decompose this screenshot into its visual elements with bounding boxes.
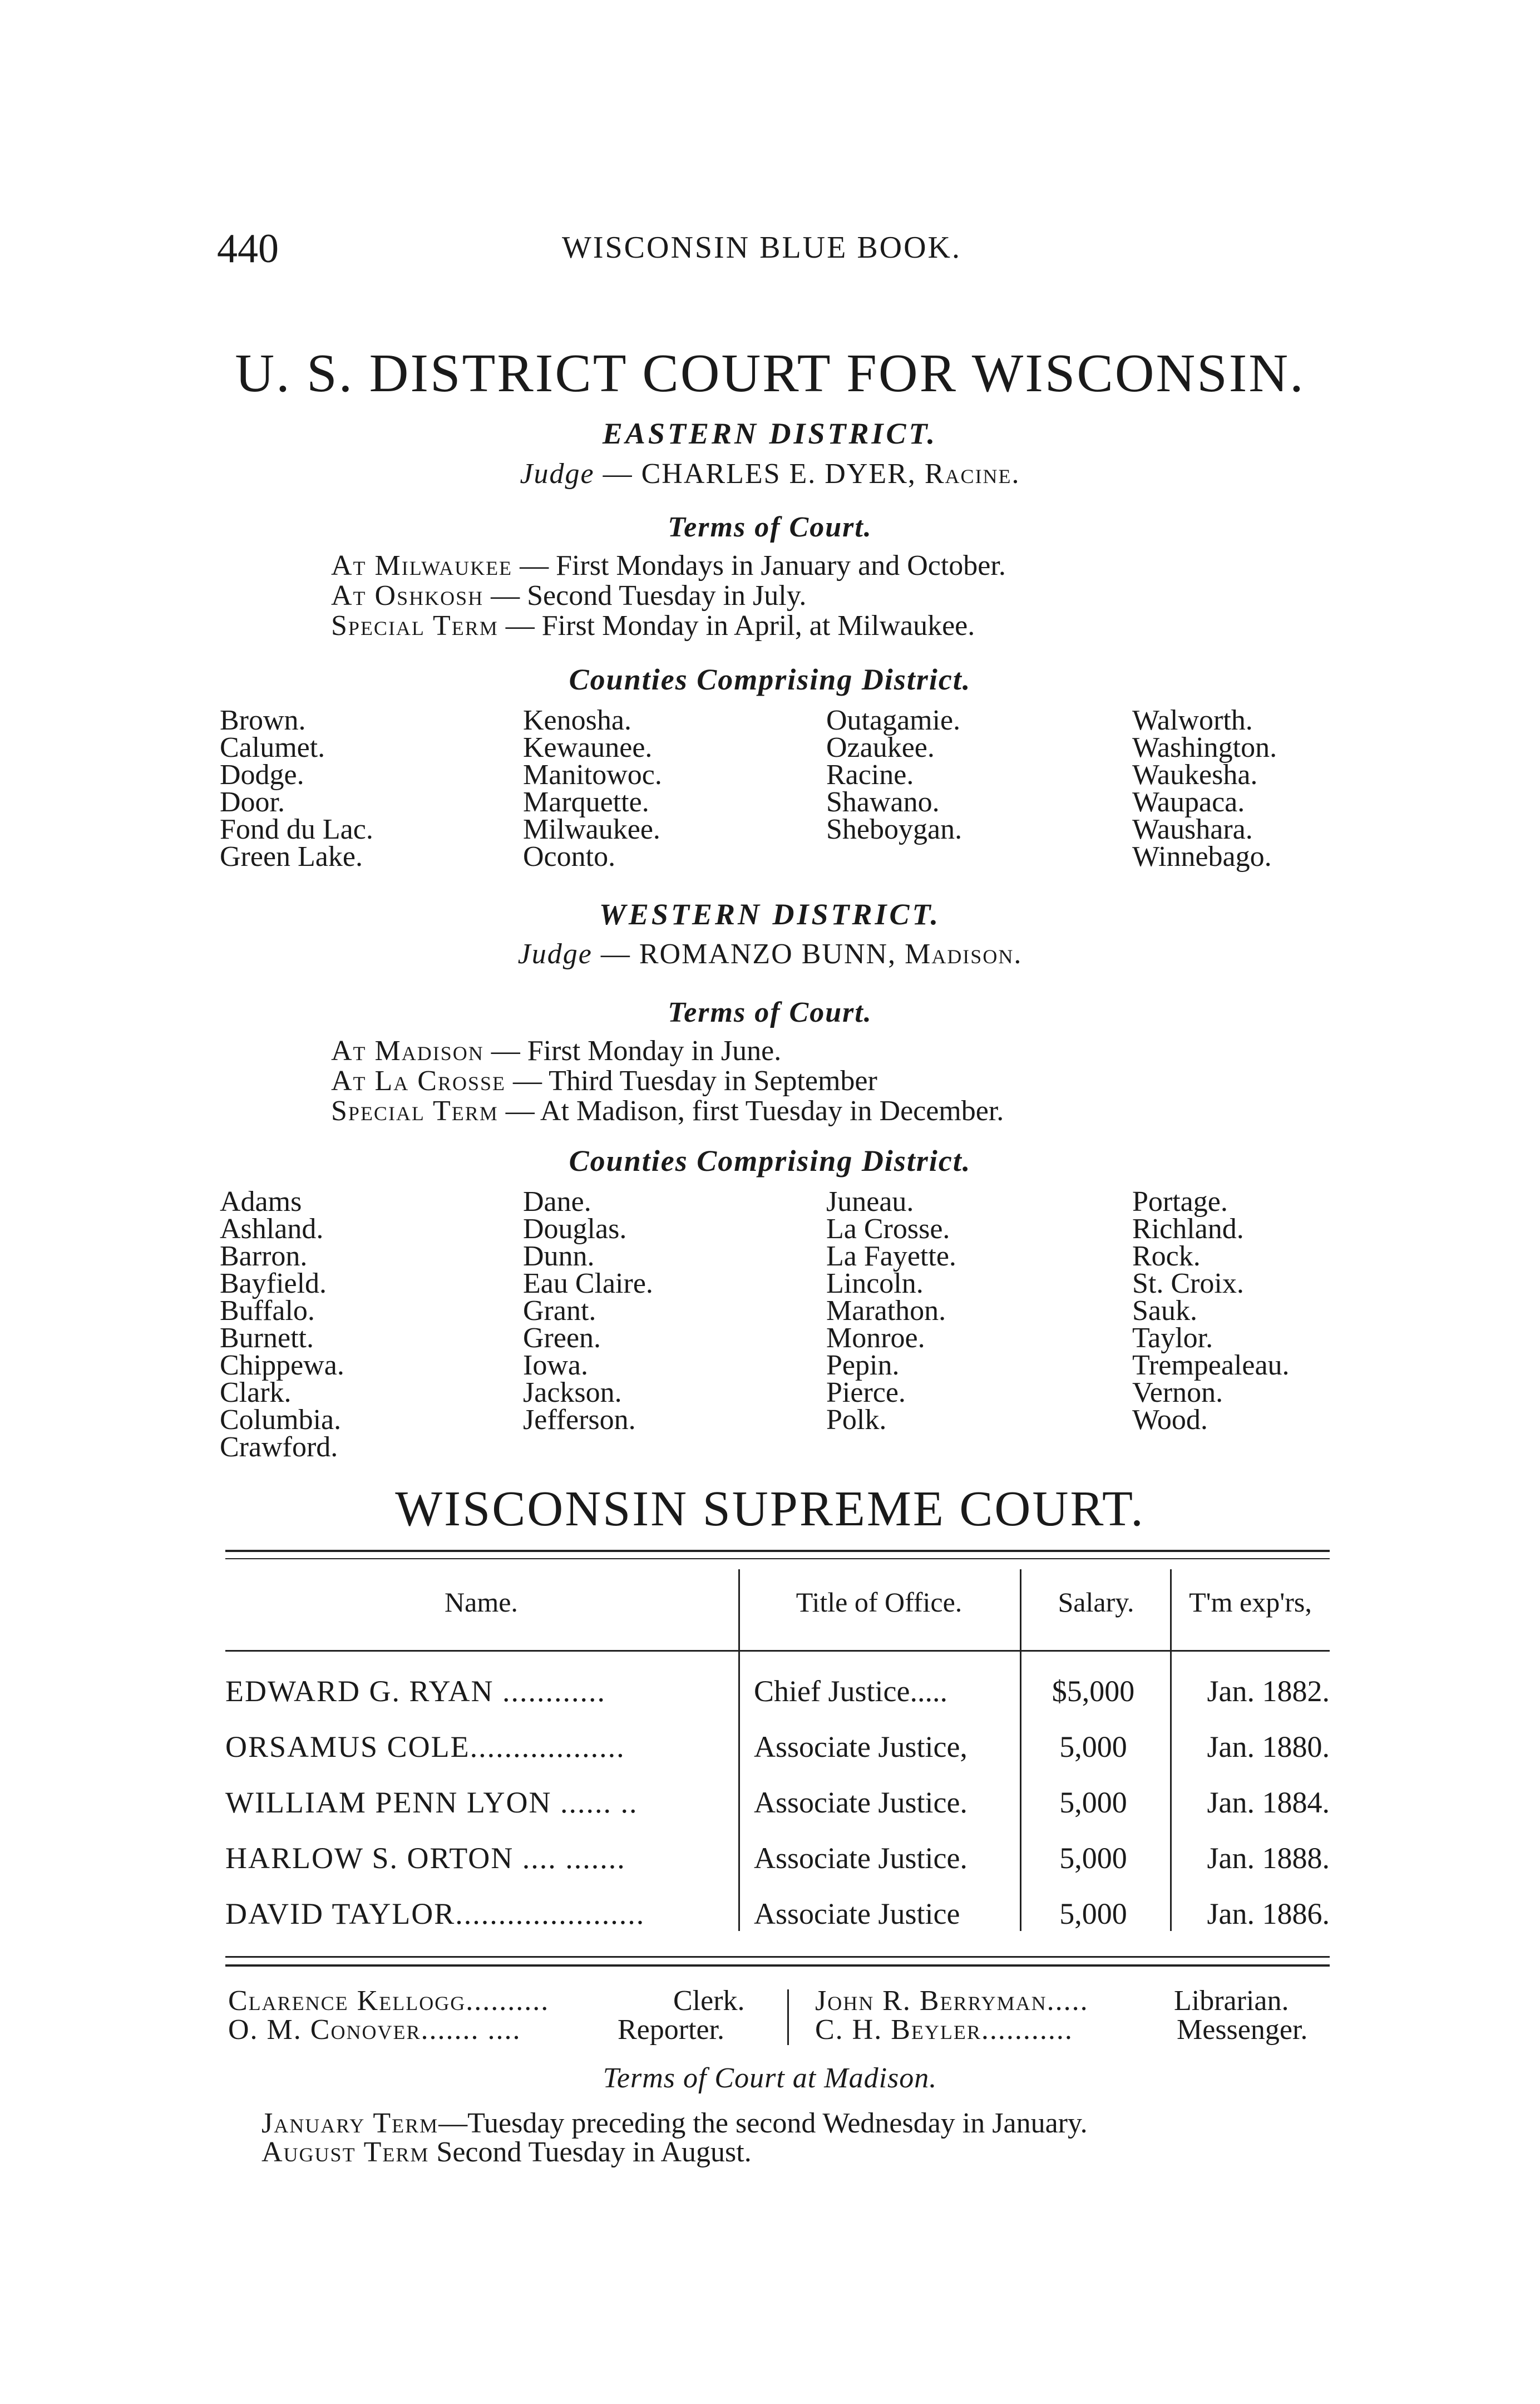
county: Bayfield. — [220, 1268, 327, 1299]
county: Winnebago. — [1132, 841, 1272, 873]
office-title: Associate Justice. — [754, 1841, 968, 1875]
county: Polk. — [826, 1404, 887, 1436]
officer-role: Librarian. — [1174, 1985, 1289, 2017]
county: Washington. — [1132, 732, 1277, 763]
term-place: At Milwaukee — [331, 550, 513, 582]
county: Columbia. — [220, 1404, 342, 1436]
eastern-terms-list — [331, 551, 1277, 641]
county: Milwaukee. — [523, 814, 660, 845]
county: Pepin. — [826, 1349, 900, 1381]
county: Crawford. — [220, 1431, 338, 1463]
term-line: Special Term — At Madison, first Tuesday in December. — [331, 1095, 1004, 1127]
justice-name: WILLIAM PENN LYON ...... .. — [225, 1786, 638, 1819]
county: Marathon. — [826, 1295, 946, 1327]
county: Brown. — [220, 705, 306, 736]
county: Calumet. — [220, 732, 325, 763]
term-expires: Jan. 1886. — [1207, 1897, 1330, 1930]
officer-role: Messenger. — [1177, 2014, 1308, 2046]
county: Wood. — [1132, 1404, 1208, 1436]
county: Richland. — [1132, 1213, 1244, 1245]
table-row — [225, 1896, 1330, 1952]
county: Eau Claire. — [523, 1268, 653, 1299]
county-column — [826, 707, 1127, 843]
office-title: Associate Justice, — [754, 1730, 968, 1763]
term-line: At Madison — First Monday in June. — [331, 1035, 782, 1067]
salary: $5,000 — [1052, 1674, 1135, 1708]
term-line: At Oshkosh — Second Tuesday in July. — [331, 580, 807, 612]
county: Oconto. — [523, 841, 616, 873]
eastern-judge-line — [0, 457, 1540, 490]
term-line: At Milwaukee — First Mondays in January and October. — [331, 550, 1006, 582]
county: Kewaunee. — [523, 732, 653, 763]
term-expires: Jan. 1884. — [1207, 1786, 1330, 1819]
officer-name: John R. Berryman..... — [815, 1985, 1089, 2017]
table-bottom-rule-thick — [225, 1964, 1330, 1967]
county: Buffalo. — [220, 1295, 315, 1327]
county-column — [220, 1188, 520, 1461]
header-rule — [225, 1650, 1330, 1652]
term-line: Special Term — First Monday in April, at Milwaukee. — [331, 610, 975, 642]
judge-name: CHARLES E. DYER, — [641, 458, 916, 490]
county: Pierce. — [826, 1377, 906, 1408]
county: Green. — [523, 1322, 601, 1354]
county: La Crosse. — [826, 1213, 950, 1245]
term-expires: Jan. 1882. — [1207, 1674, 1330, 1708]
county-column — [220, 705, 520, 873]
county: Dane. — [523, 1186, 591, 1218]
officer-name: C. H. Beyler........... — [815, 2014, 1073, 2046]
judge-name: ROMANZO BUNN, — [639, 938, 897, 970]
officer-name: Clarence Kellogg.......... — [228, 1985, 550, 2017]
eastern-district-heading: EASTERN DISTRICT. — [602, 417, 938, 450]
officer-divider — [787, 1989, 789, 2045]
county: St. Croix. — [1132, 1268, 1244, 1299]
term-place: At Madison — [331, 1035, 484, 1067]
page-number: 440 — [217, 226, 279, 272]
county-column — [1132, 705, 1433, 873]
dash: — — [594, 458, 641, 490]
term-place: Special Term — [331, 610, 498, 642]
county: Waupaca. — [1132, 786, 1245, 818]
county: Sauk. — [1132, 1295, 1197, 1327]
county: Douglas. — [523, 1213, 627, 1245]
county: Clark. — [220, 1377, 292, 1408]
eastern-counties — [220, 707, 1355, 879]
justice-name: HARLOW S. ORTON .... ....... — [225, 1841, 626, 1875]
county-column — [826, 1186, 1127, 1436]
officer-messenger — [815, 2014, 1308, 2046]
table-row — [225, 1674, 1330, 1730]
supreme-court-title: WISCONSIN SUPREME COURT. — [395, 1481, 1145, 1536]
district-court-title: U. S. DISTRICT COURT FOR WISCONSIN. — [235, 343, 1305, 403]
office-title: Chief Justice..... — [754, 1674, 947, 1708]
county: Green Lake. — [220, 841, 363, 873]
county: Iowa. — [523, 1349, 588, 1381]
eastern-counties-heading: Counties Comprising District. — [569, 663, 971, 696]
county: Rock. — [1132, 1240, 1201, 1272]
term-text: First Mondays in January and October. — [556, 550, 1006, 582]
term-line: At La Crosse — Third Tuesday in September — [331, 1065, 877, 1097]
county: Adams — [220, 1186, 302, 1218]
column-header-name: Name. — [445, 1587, 518, 1618]
term-text: At Madison, first Tuesday in December. — [540, 1095, 1004, 1127]
western-judge-line — [0, 938, 1540, 971]
county: Manitowoc. — [523, 759, 662, 791]
county: Dodge. — [220, 759, 304, 791]
table-row — [225, 1785, 1330, 1841]
term-name: August Term — [261, 2136, 430, 2168]
term-line — [261, 2109, 1374, 2138]
county: Outagamie. — [826, 705, 961, 736]
office-title: Associate Justice — [754, 1897, 960, 1930]
term-text: Second Tuesday in July. — [527, 580, 807, 612]
county-column — [523, 705, 823, 873]
county: Racine. — [826, 759, 914, 791]
county-column — [523, 1186, 823, 1436]
term-text: Second Tuesday in August. — [429, 2136, 752, 2168]
term-expires: Jan. 1888. — [1207, 1841, 1330, 1875]
term-place: Special Term — [331, 1095, 498, 1127]
western-terms-heading: Terms of Court. — [668, 997, 872, 1028]
term-expires: Jan. 1880. — [1207, 1730, 1330, 1763]
county: Grant. — [523, 1295, 596, 1327]
county: Chippewa. — [220, 1349, 344, 1381]
column-header-salary: Salary. — [1058, 1587, 1134, 1618]
county-column — [1132, 1186, 1433, 1436]
judge-label: Judge — [520, 458, 595, 490]
salary: 5,000 — [1059, 1730, 1127, 1763]
term-text: First Monday in June. — [527, 1035, 782, 1067]
county: Walworth. — [1132, 705, 1253, 736]
dash: — — [592, 938, 639, 970]
county: Trempealeau. — [1132, 1349, 1290, 1381]
county: Sheboygan. — [826, 814, 962, 845]
term-place: At La Crosse — [331, 1065, 506, 1097]
western-district-heading: WESTERN DISTRICT. — [599, 898, 941, 931]
term-line — [261, 2138, 1374, 2167]
supreme-terms-heading: Terms of Court at Madison. — [603, 2062, 937, 2094]
running-title: WISCONSIN BLUE BOOK. — [562, 230, 961, 265]
county: Marquette. — [523, 786, 649, 818]
county: Waushara. — [1132, 814, 1253, 845]
officer-librarian — [815, 1985, 1289, 2017]
term-text: —Tuesday preceding the second Wednesday in January. — [438, 2107, 1088, 2139]
table-row — [225, 1841, 1330, 1896]
county: Shawano. — [826, 786, 940, 818]
county: Ashland. — [220, 1213, 324, 1245]
county: La Fayette. — [826, 1240, 956, 1272]
county: Dunn. — [523, 1240, 595, 1272]
county: Burnett. — [220, 1322, 314, 1354]
term-text: First Monday in April, at Milwaukee. — [541, 610, 975, 642]
salary: 5,000 — [1059, 1786, 1127, 1819]
table-bottom-rule — [225, 1956, 1330, 1958]
officer-name: O. M. Conover....... .... — [228, 2014, 521, 2046]
officer-role: Reporter. — [618, 2014, 725, 2046]
salary: 5,000 — [1059, 1897, 1127, 1930]
eastern-terms-heading: Terms of Court. — [668, 511, 872, 543]
column-header-title: Title of Office. — [796, 1587, 962, 1618]
table-top-rule-thin — [225, 1558, 1330, 1559]
column-header-expires: T'm exp'rs, — [1189, 1587, 1312, 1618]
county: Jackson. — [523, 1377, 622, 1408]
term-name: January Term — [261, 2107, 439, 2139]
judge-place: Racine. — [924, 458, 1020, 490]
office-title: Associate Justice. — [754, 1786, 968, 1819]
judge-place: Madison. — [905, 938, 1023, 970]
county: Monroe. — [826, 1322, 925, 1354]
county: Portage. — [1132, 1186, 1228, 1218]
term-text: Third Tuesday in September — [549, 1065, 877, 1097]
table-top-rule — [225, 1550, 1330, 1552]
running-header — [217, 225, 1330, 287]
officer-clerk — [228, 1985, 745, 2017]
county: Taylor. — [1132, 1322, 1213, 1354]
western-counties — [220, 1188, 1355, 1466]
county: Lincoln. — [826, 1268, 924, 1299]
county: Barron. — [220, 1240, 308, 1272]
county: Juneau. — [826, 1186, 914, 1218]
justice-name: EDWARD G. RYAN ............ — [225, 1674, 606, 1708]
justice-name: DAVID TAYLOR...................... — [225, 1897, 645, 1930]
western-terms-list — [331, 1036, 1277, 1126]
officer-reporter — [228, 2014, 725, 2046]
justice-name: ORSAMUS COLE.................. — [225, 1730, 625, 1763]
table-row — [225, 1730, 1330, 1785]
county: Door. — [220, 786, 285, 818]
judge-label: Judge — [517, 938, 593, 970]
western-counties-heading: Counties Comprising District. — [569, 1144, 971, 1178]
officer-role: Clerk. — [673, 1985, 745, 2017]
salary: 5,000 — [1059, 1841, 1127, 1875]
county: Fond du Lac. — [220, 814, 373, 845]
county: Ozaukee. — [826, 732, 935, 763]
county: Waukesha. — [1132, 759, 1258, 791]
county: Jefferson. — [523, 1404, 636, 1436]
county: Vernon. — [1132, 1377, 1223, 1408]
term-place: At Oshkosh — [331, 580, 484, 612]
county: Kenosha. — [523, 705, 631, 736]
supreme-terms-list — [261, 2109, 1374, 2167]
